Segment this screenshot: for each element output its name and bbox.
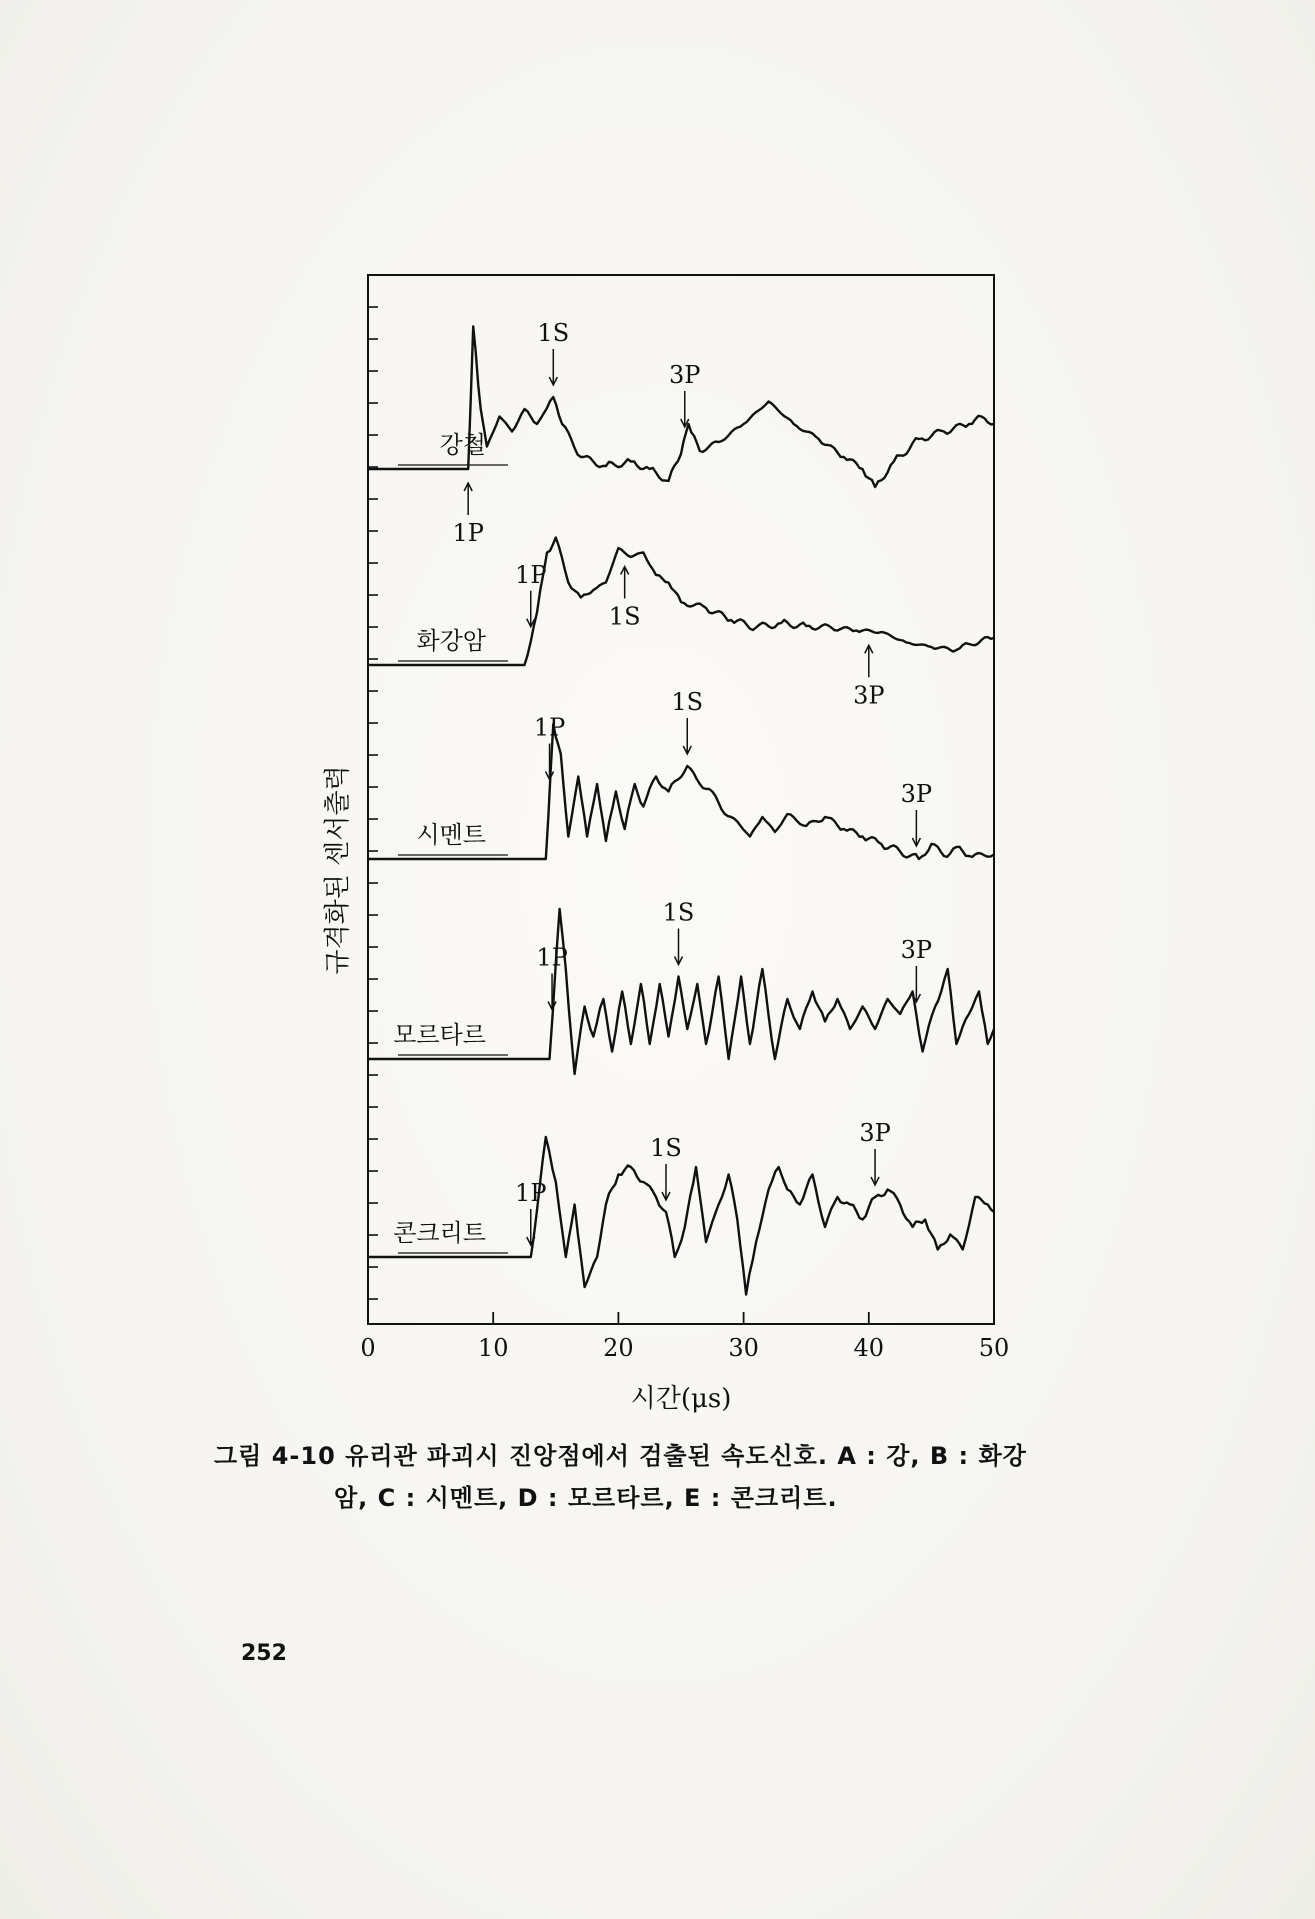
series-line-1	[368, 327, 994, 488]
annotation-label: 1S	[537, 319, 570, 347]
annotation-label: 1S	[608, 602, 641, 631]
annotation-label: 1P	[536, 943, 568, 972]
x-tick-label: 30	[728, 1334, 759, 1362]
annotation-label: 1P	[452, 519, 484, 547]
annotation-label: 1S	[650, 1134, 682, 1162]
annotation-label: 1P	[515, 560, 547, 589]
x-tick-label: 10	[477, 1334, 509, 1362]
series-label: 화강암	[416, 627, 486, 655]
annotation-label: 3P	[859, 1119, 891, 1147]
annotation-label: 1P	[515, 1179, 547, 1207]
annotation-label: 3P	[669, 361, 701, 389]
x-tick-label: 0	[360, 1334, 376, 1362]
annotation-label: 1S	[671, 688, 704, 716]
y-axis-label: 규격화된 센서출력	[323, 765, 353, 975]
annotation-label: 3P	[900, 936, 933, 964]
x-tick-label: 40	[853, 1334, 885, 1362]
annotation-label: 3P	[900, 780, 933, 808]
series-label: 강철	[439, 431, 486, 459]
page-number: 252	[241, 1641, 287, 1666]
annotation-label: 3P	[853, 681, 885, 710]
annotation-label: 1P	[533, 713, 566, 742]
figure-caption-line2: 암, C : 시멘트, D : 모르타르, E : 콘크리트.	[334, 1484, 838, 1512]
series-label: 콘크리트	[393, 1219, 486, 1247]
figure-caption-line1: 그림 4-10 유리관 파괴시 진앙점에서 검출된 속도신호. A : 강, B : 화강	[214, 1442, 1027, 1470]
series-label: 모르타르	[393, 1021, 486, 1049]
annotation-label: 1S	[662, 898, 695, 927]
series-label: 시멘트	[416, 821, 486, 849]
x-tick-label: 20	[603, 1334, 634, 1362]
series-line-4	[368, 909, 994, 1074]
x-tick-label: 50	[978, 1334, 1010, 1362]
x-axis-label: 시간(μs)	[630, 1384, 732, 1414]
